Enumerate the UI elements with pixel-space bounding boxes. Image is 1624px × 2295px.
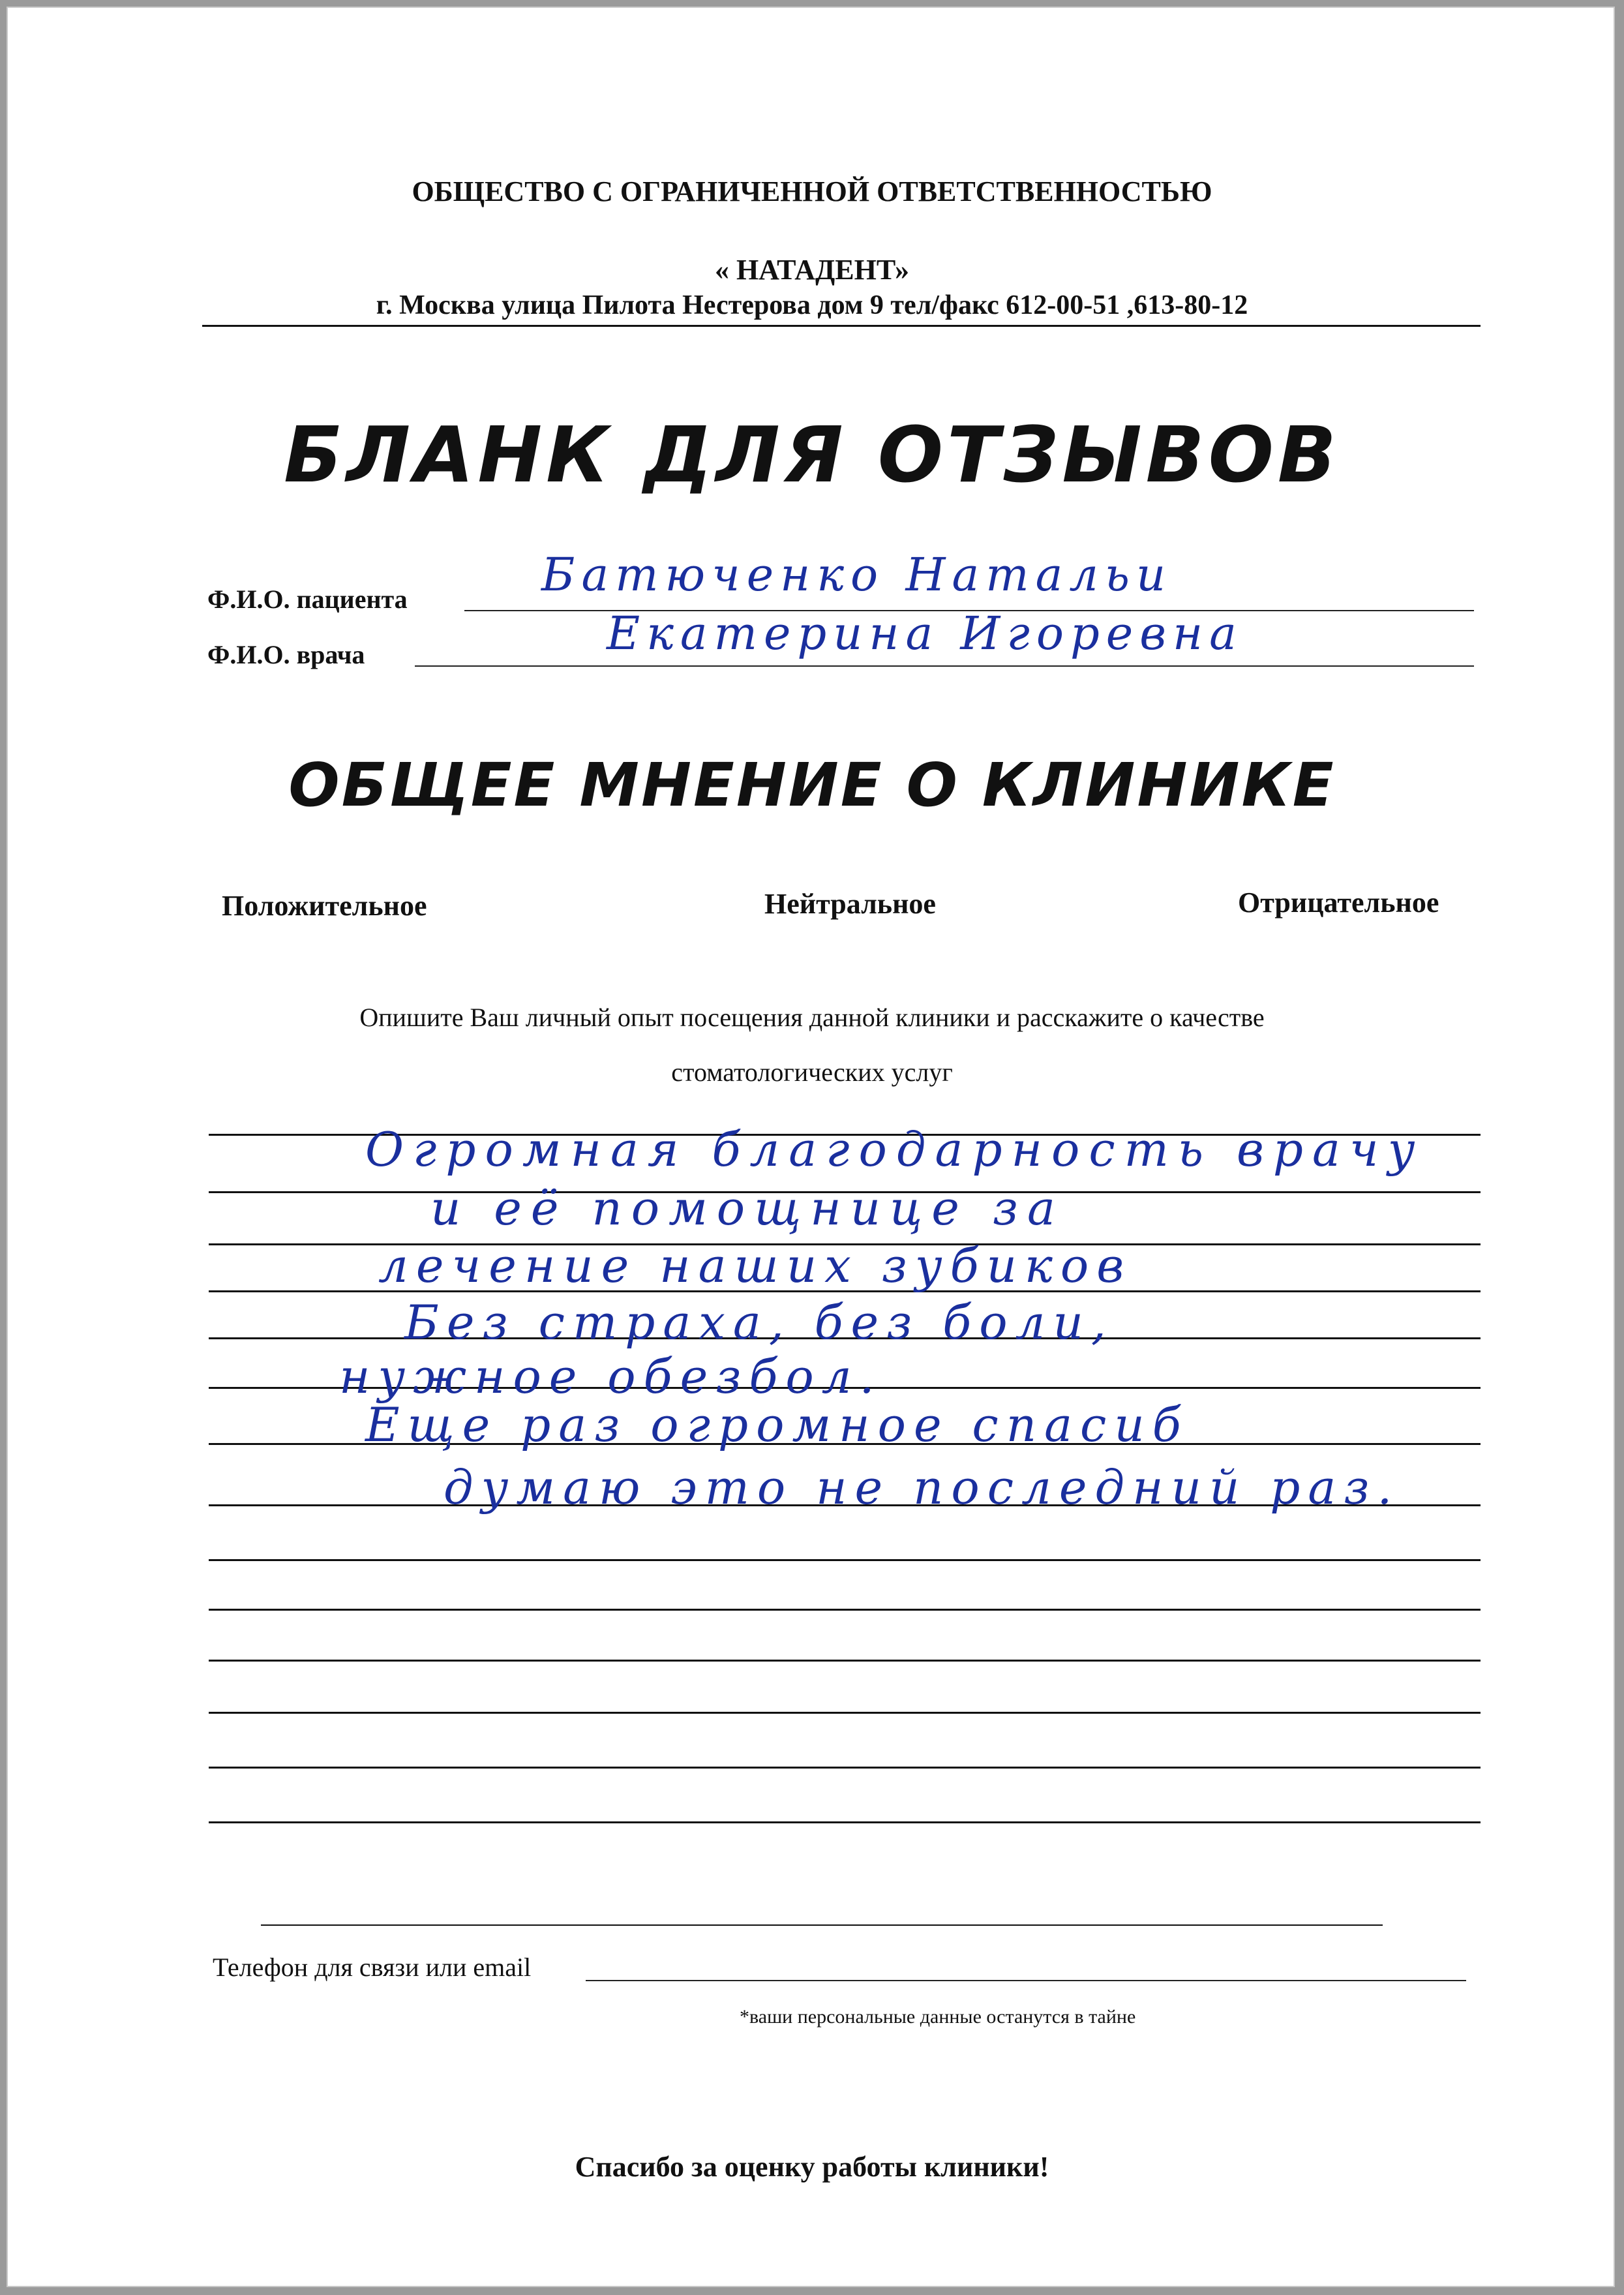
review-line-3: лечение наших зубиков [378,1238,1132,1293]
writing-line [209,1660,1481,1662]
company-address: г. Москва улица Пилота Нестерова дом 9 тел/факс 612-00-51 ,613-80-12 [376,290,1248,320]
thank-you-text: Спасибо за оценку работы клиники! [575,2151,1049,2183]
writing-line [209,1559,1481,1561]
writing-line [261,1924,1383,1926]
option-neutral[interactable]: Нейтральное [764,888,936,920]
review-line-2: и её помощнице за [430,1181,1064,1236]
writing-line [209,1712,1481,1714]
patient-label: Ф.И.О. пациента [207,585,408,614]
privacy-note: *ваши персональные данные останутся в тайне [740,2006,1136,2028]
contact-label: Телефон для связи или email [213,1953,532,1982]
review-line-4: Без страха, без боли, [404,1295,1114,1350]
form-title: БЛАНК ДЛЯ ОТЗЫВОВ [284,410,1340,500]
option-positive[interactable]: Положительное [222,890,427,922]
instructions-line-2: стоматологических услуг [671,1057,953,1087]
writing-line [209,1609,1481,1611]
option-negative[interactable]: Отрицательное [1238,887,1439,919]
company-name: « НАТАДЕНТ» [714,254,910,286]
company-type: ОБЩЕСТВО С ОГРАНИЧЕННОЙ ОТВЕТСТВЕННОСТЬЮ [412,175,1212,207]
writing-line [209,1821,1481,1823]
review-line-5: нужное обезбол. [339,1349,882,1404]
instructions-line-1: Опишите Ваш личный опыт посещения данной клиники и расскажите о качестве [359,1003,1265,1032]
review-line-1: Огромная благодарность врачу [365,1122,1424,1177]
header-divider [202,325,1481,327]
opinion-heading: ОБЩЕЕ МНЕНИЕ О КЛИНИКЕ [288,750,1336,820]
review-line-6: Еще раз огромное спасиб [365,1397,1189,1452]
writing-line [209,1767,1481,1769]
doctor-name-handwritten: Екатерина Игоревна [607,607,1243,660]
contact-input-line[interactable] [586,1980,1466,1981]
patient-name-handwritten: Батюченко Натальи [541,548,1173,601]
review-line-7: думаю это не последний раз. [444,1460,1400,1515]
doctor-field-line [415,665,1474,667]
doctor-label: Ф.И.О. врача [207,640,365,669]
